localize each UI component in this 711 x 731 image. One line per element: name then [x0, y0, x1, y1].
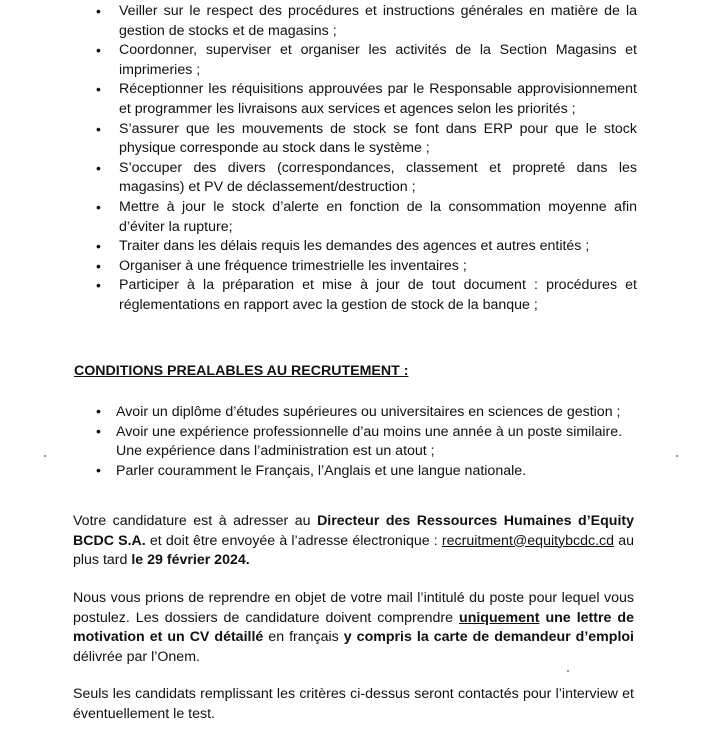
text-segment: en français [263, 629, 344, 646]
list-item: • Participer à la préparation et mise à jour de tout document : procédures et réglementations en rapport avec la gestion de stock de la banque ; [96, 276, 637, 315]
conditions-list [96, 403, 641, 481]
list-item: • Traiter dans les délais requis les demandes des agences et autres entités ; [96, 237, 637, 257]
list-item: • Parler couramment le Français, l’Anglais et une langue nationale. [96, 462, 641, 482]
deadline-text: le 29 février 2024. [131, 552, 250, 569]
list-item: • Avoir un diplôme d’études supérieures ou universitaires en sciences de gestion ; [96, 403, 641, 423]
list-item: • Organiser à une fréquence trimestrielle les inventaires ; [96, 257, 637, 277]
text-segment: et doit être envoyée à l’adresse électronique : [145, 532, 442, 549]
emphasis-text: uniquement [459, 609, 540, 626]
emphasis-text: une lettre de motivation et un CV détaillé [73, 609, 634, 646]
scan-speck [44, 455, 46, 457]
text-segment: au plus tard [73, 532, 634, 569]
list-item: • S’occuper des divers (correspondances, classement et propreté dans les magasins) et PV de déclassement/destruction ; [96, 159, 637, 198]
application-paragraph [73, 512, 634, 571]
scan-speck [567, 670, 569, 672]
closing-paragraph: Seuls les candidats remplissant les critères ci-dessus seront contactés pour l’interview et éventuellement le test. [73, 686, 634, 722]
instructions-paragraph [73, 589, 634, 667]
list-item: • Avoir une expérience professionnelle d’au moins une année à un poste similaire. Une expérience dans l’administration est un atout ; [96, 423, 641, 462]
text-segment: Votre candidature est à adresser au [73, 513, 318, 529]
recipient-text: Directeur des Ressources Humaines d’Equity BCDC S.A. [73, 513, 635, 549]
conditions-heading: CONDITIONS PREALABLES AU RECRUTEMENT : [74, 363, 409, 379]
list-item: • Réceptionner les réquisitions approuvées par le Responsable approvisionnement et programmer les livraisons aux services et agences selon les priorités ; [96, 80, 637, 119]
email-link[interactable]: recruitment@equitybcdc.cd [441, 532, 615, 549]
text-segment: Nous vous prions de reprendre en objet de votre mail l’intitulé du poste pour lequel vous postulez. Les dossiers de candidature doivent comprendre [73, 590, 634, 626]
list-item: • Mettre à jour le stock d’alerte en fonction de la consommation moyenne afin d’éviter la rupture; [96, 198, 637, 237]
emphasis-text: y compris la carte de demandeur d’emploi [343, 629, 634, 646]
text-segment: délivrée par l’Onem. [73, 648, 200, 665]
list-item: • S’assurer que les mouvements de stock se font dans ERP pour que le stock physique corresponde au stock dans le système ; [96, 120, 637, 159]
list-item: • Veiller sur le respect des procédures et instructions générales en matière de la gestion de stocks et de magasins ; [96, 2, 637, 41]
list-item: • Coordonner, superviser et organiser les activités de la Section Magasins et imprimeries ; [96, 41, 637, 80]
scan-speck [676, 455, 678, 457]
duties-list [96, 2, 637, 316]
